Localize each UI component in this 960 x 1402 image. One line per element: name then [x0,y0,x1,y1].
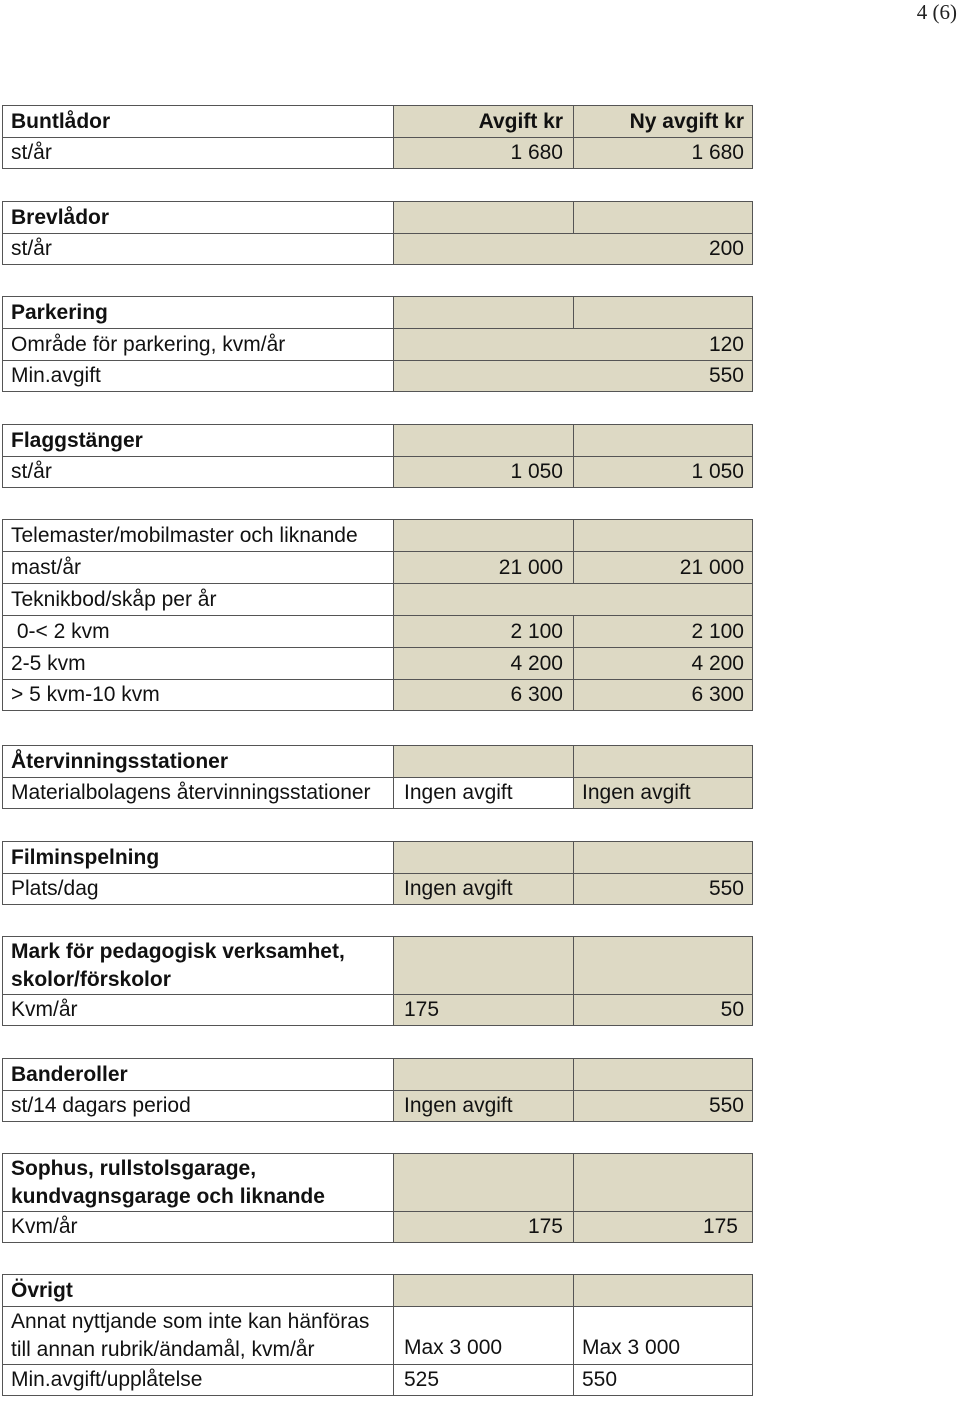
row-label: Teknikbod/skåp per år [2,583,393,615]
fee-block-parkering [2,296,752,392]
empty-cell [573,424,753,456]
old-fee-value: Ingen avgift [393,1090,573,1122]
new-fee-value: 6 300 [573,679,753,711]
table-row [2,233,752,265]
new-fee-value: 21 000 [573,551,753,583]
new-fee-value: 50 [573,994,753,1026]
old-fee-value: Ingen avgift [393,873,573,905]
old-fee-value: 525 [393,1364,573,1396]
row-label: mast/år [2,551,393,583]
section-header-row [2,519,752,551]
empty-cell [573,745,753,777]
section-title: Banderoller [2,1058,393,1090]
empty-cell [573,936,753,994]
table-row [2,615,752,647]
row-label: Kvm/år [2,994,393,1026]
row-label: st/år [2,233,393,265]
section-title: Mark för pedagogisk verksamhet, skolor/förskolor [2,936,393,994]
empty-cell [573,1058,753,1090]
empty-cell [393,936,573,994]
fee-block-atervinning [2,745,752,809]
old-fee-value: Ingen avgift [393,777,573,809]
table-row [2,583,752,615]
row-label: Materialbolagens återvinningsstationer [2,777,393,809]
page-number: 4 (6) [916,0,957,24]
column-header-new-fee: Ny avgift kr [573,105,753,137]
empty-cell [393,201,573,233]
fee-value: 550 [393,360,753,392]
section-title: Övrigt [2,1274,393,1306]
row-label: > 5 kvm-10 kvm [2,679,393,711]
empty-cell [573,201,753,233]
new-fee-value: 550 [573,1090,753,1122]
section-title: Parkering [2,296,393,328]
table-row [2,994,752,1026]
row-label: 2-5 kvm [2,647,393,679]
new-fee-value: 4 200 [573,647,753,679]
row-label: Annat nyttjande som inte kan hänföras till annan rubrik/ändamål, kvm/år [2,1306,393,1364]
row-label: 0-< 2 kvm [2,615,393,647]
empty-cell [393,583,753,615]
section-header-row [2,1153,752,1211]
section-header-row [2,296,752,328]
fee-block-ovrigt [2,1274,752,1396]
fee-block-banderoller [2,1058,752,1122]
section-header-row [2,1058,752,1090]
empty-cell [573,841,753,873]
section-title: Buntlådor [2,105,393,137]
fee-block-telemaster [2,519,752,711]
row-label: st/år [2,137,393,169]
table-row [2,1211,752,1243]
empty-cell [393,424,573,456]
row-label: Plats/dag [2,873,393,905]
fee-value: 120 [393,328,753,360]
table-row [2,137,752,169]
empty-cell [573,519,753,551]
section-title: Brevlådor [2,201,393,233]
new-fee-value: 2 100 [573,615,753,647]
column-header-old-fee: Avgift kr [393,105,573,137]
fee-block-filminspelning [2,841,752,905]
section-title: Filminspelning [2,841,393,873]
fee-block-buntladar [2,105,752,169]
empty-cell [393,1274,573,1306]
section-title: Sophus, rullstolsgarage, kundvagnsgarage och liknande [2,1153,393,1211]
new-fee-value: 550 [573,873,753,905]
empty-cell [393,296,573,328]
section-header-row [2,841,752,873]
new-fee-value: 1 680 [573,137,753,169]
new-fee-value: 550 [573,1364,753,1396]
fee-block-pedagogisk [2,936,752,1026]
table-row [2,1364,752,1396]
empty-cell [573,1153,753,1211]
empty-cell [393,1058,573,1090]
section-header-row [2,1274,752,1306]
empty-cell [573,1274,753,1306]
fee-block-flaggstanger [2,424,752,488]
section-header-row [2,424,752,456]
table-row [2,551,752,583]
section-header-row [2,105,752,137]
old-fee-value: 1 050 [393,456,573,488]
section-title: Telemaster/mobilmaster och liknande [2,519,393,551]
table-row [2,360,752,392]
new-fee-value: Max 3 000 [573,1306,753,1364]
table-row [2,1090,752,1122]
section-header-row [2,936,752,994]
row-label: Kvm/år [2,1211,393,1243]
table-row [2,679,752,711]
old-fee-value: 6 300 [393,679,573,711]
table-row [2,328,752,360]
fee-block-sophus [2,1153,752,1243]
section-title: Återvinningsstationer [2,745,393,777]
row-label: Min.avgift [2,360,393,392]
section-header-row [2,745,752,777]
section-header-row [2,201,752,233]
new-fee-value: 1 050 [573,456,753,488]
section-title: Flaggstänger [2,424,393,456]
empty-cell [393,519,573,551]
new-fee-value: Ingen avgift [573,777,753,809]
empty-cell [393,841,573,873]
table-row [2,873,752,905]
empty-cell [393,745,573,777]
row-label: Min.avgift/upplåtelse [2,1364,393,1396]
empty-cell [573,296,753,328]
table-row [2,1306,752,1364]
old-fee-value: 4 200 [393,647,573,679]
table-row [2,647,752,679]
old-fee-value: 2 100 [393,615,573,647]
empty-cell [393,1153,573,1211]
row-label: Område för parkering, kvm/år [2,328,393,360]
old-fee-value: 175 [393,994,573,1026]
old-fee-value: Max 3 000 [393,1306,573,1364]
fee-value: 200 [393,233,753,265]
fee-block-brevladar [2,201,752,265]
old-fee-value: 21 000 [393,551,573,583]
row-label: st/år [2,456,393,488]
old-fee-value: 175 [393,1211,573,1243]
table-row [2,456,752,488]
old-fee-value: 1 680 [393,137,573,169]
table-row [2,777,752,809]
row-label: st/14 dagars period [2,1090,393,1122]
new-fee-value: 175 [573,1211,753,1243]
